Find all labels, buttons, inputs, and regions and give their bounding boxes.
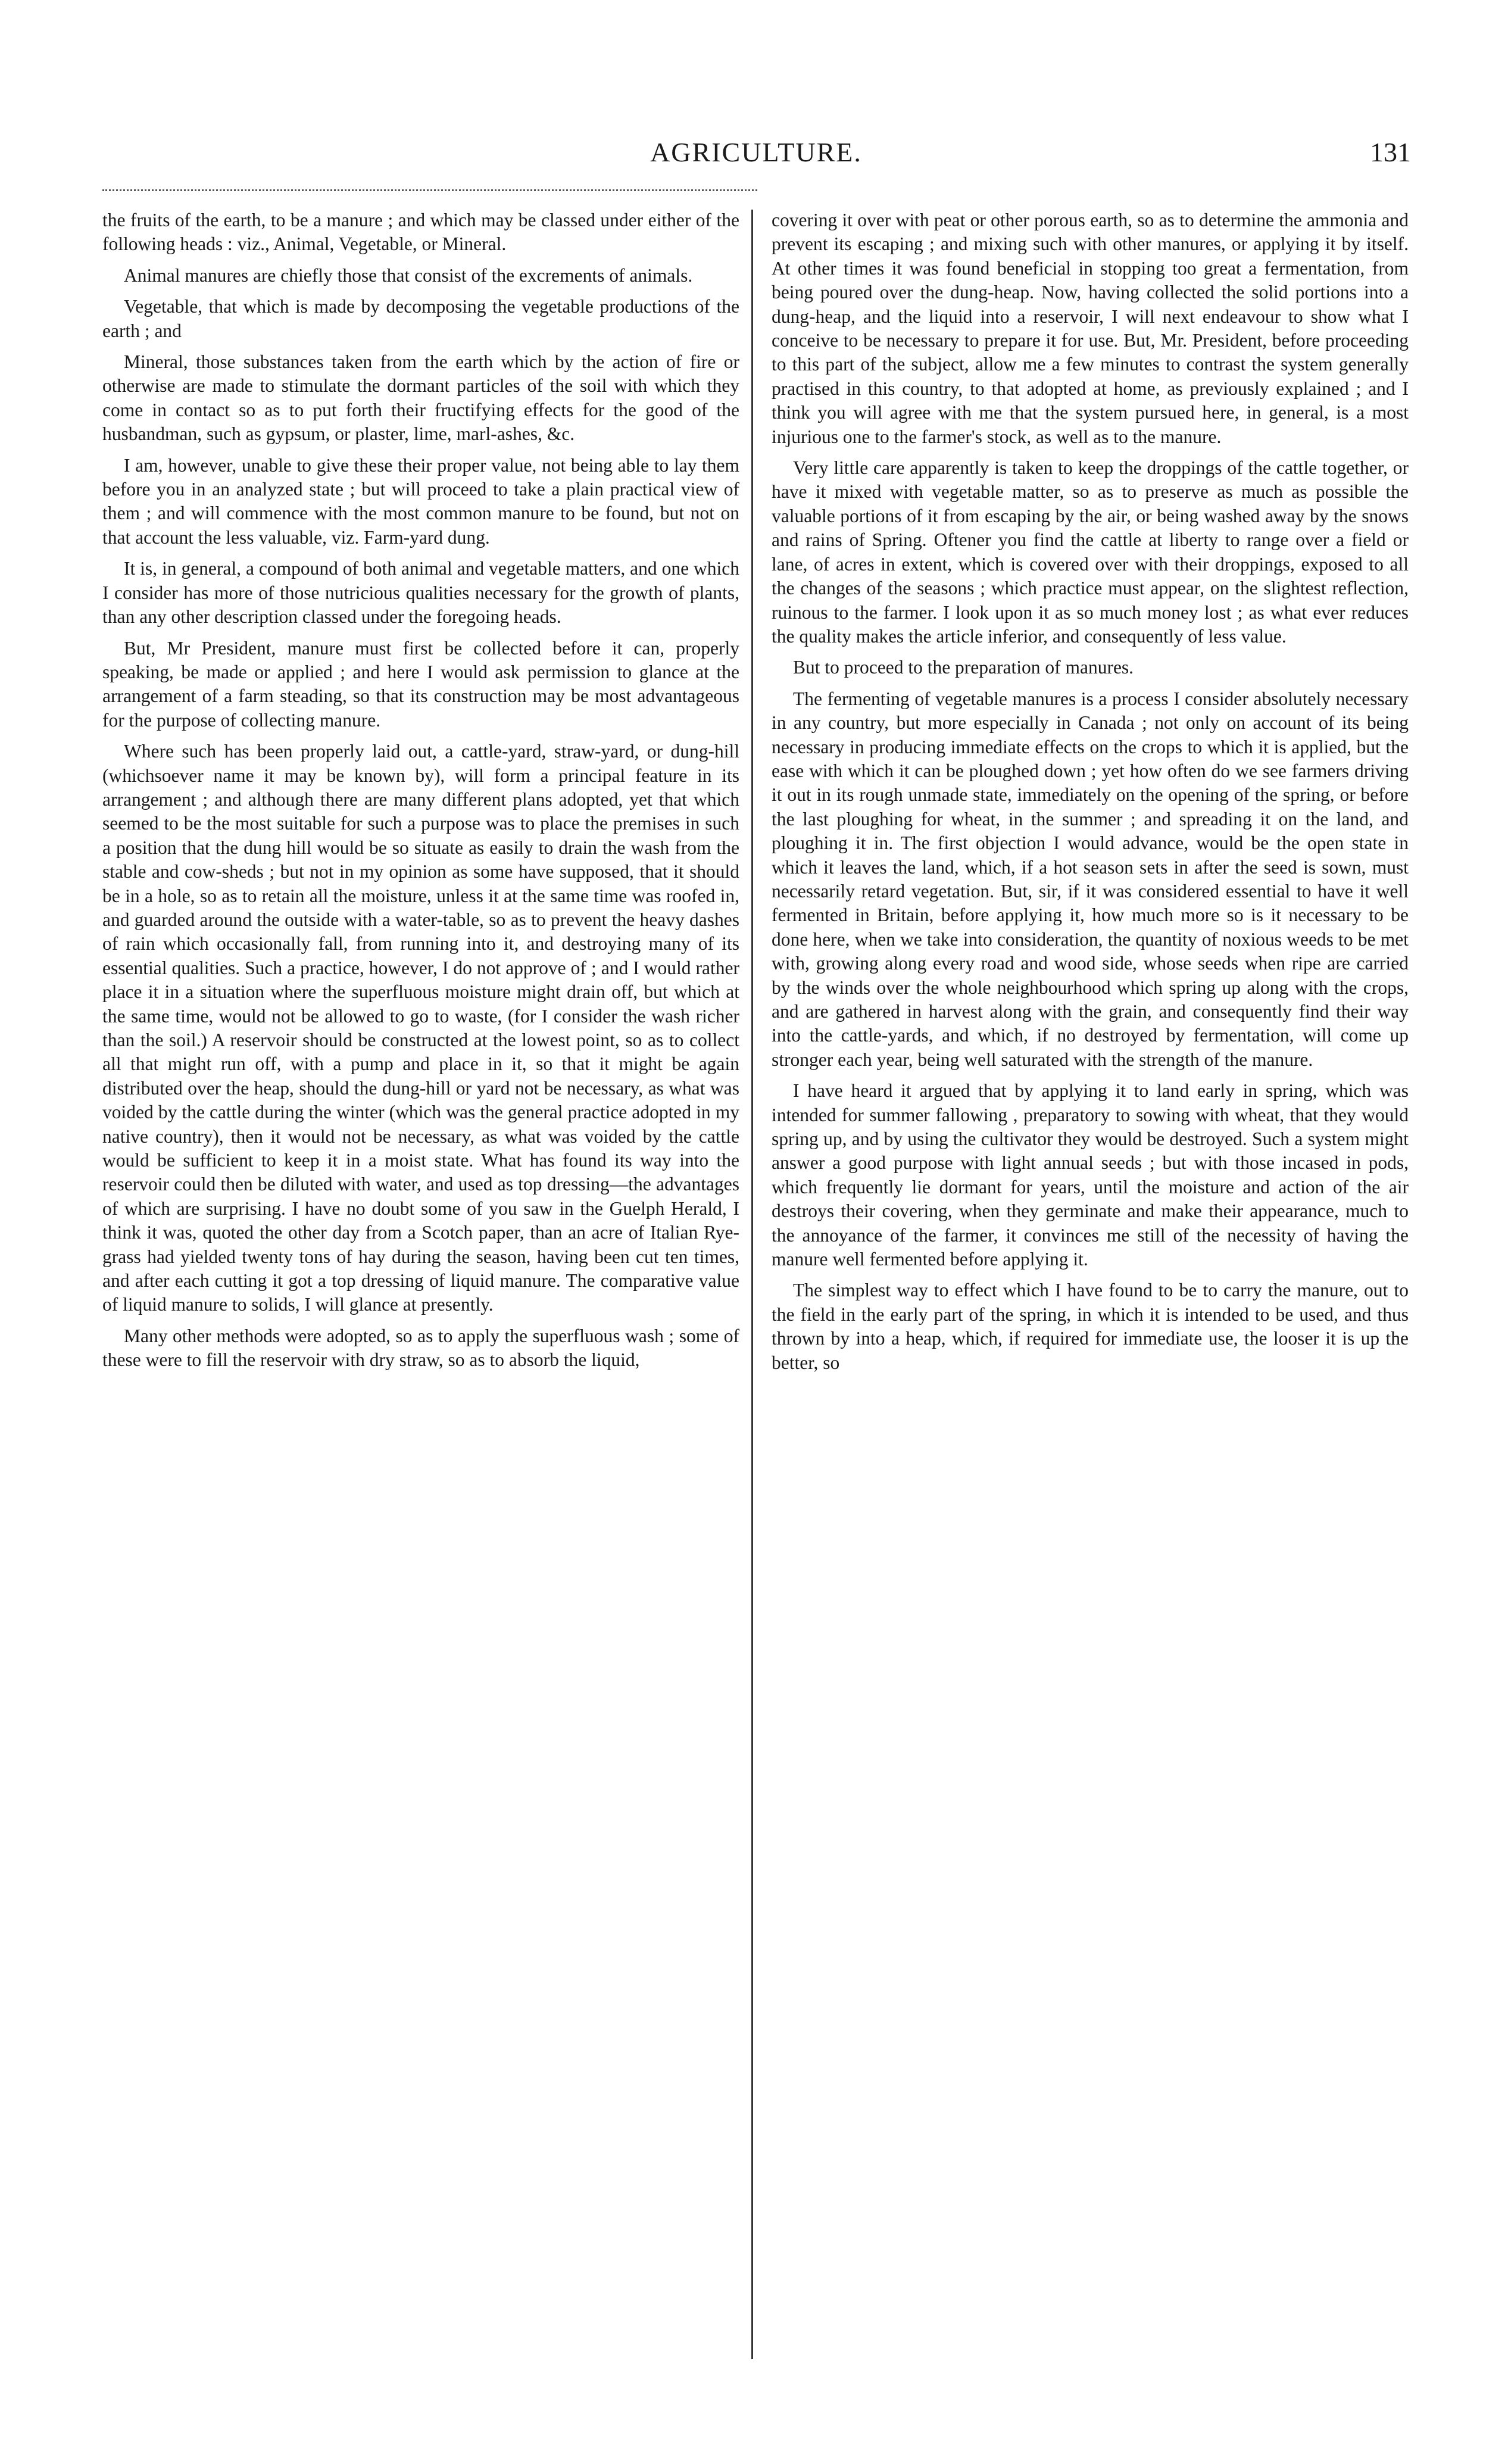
header-rule	[102, 189, 757, 191]
running-head	[101, 135, 1411, 170]
left-column	[102, 208, 739, 1380]
paragraph: the fruits of the earth, to be a manure ; and which may be classed under either of the following heads : viz., Animal, Vegetable, or Mineral.	[102, 210, 739, 255]
column-divider	[751, 210, 753, 2359]
running-title: AGRICULTURE.	[650, 137, 862, 167]
paragraph: But to proceed to the preparation of manures.	[793, 657, 1134, 678]
paragraph: Animal manures are chiefly those that consist of the excrements of animals.	[124, 264, 693, 286]
paragraph: The simplest way to effect which I have found to be to carry the manure, out to the field in the early part of the spring, in which it is intended to be used, and thus thrown by into a heap, which, if required for immediate use, the looser it is up the better, so	[772, 1280, 1409, 1373]
paragraph: Mineral, those substances taken from the earth which by the action of fire or otherwise are made to stimulate the dormant particles of the soil with which they come in contact so as to put forth their fructifying effects for the good of the husbandman, such as gypsum, or plaster, lime, marl-ashes, &c.	[102, 351, 739, 445]
right-column	[772, 208, 1409, 1382]
paragraph: Many other methods were adopted, so as to apply the superfluous wash ; some of these were to fill the reservoir with dry straw, so as to absorb the liquid,	[102, 1325, 739, 1371]
paragraph: It is, in general, a compound of both animal and vegetable matters, and one which I consider has more of those nutricious qualities necessary for the growth of plants, than any other description classed under the foregoing heads.	[102, 558, 739, 628]
paragraph: Where such has been properly laid out, a cattle-yard, straw-yard, or dung-hill (whichsoever name it may be known by), will form a principal feature in its arrangement ; and although there are many different plans adopted, yet that which seemed to be the most suitable for such a purpose was to place the premises in such a position that the dung hill would be so situate as easily to drain the wash from the stable and cow-sheds ; but not in my opinion as some have supposed, that it should be in a hole, so as to retain all the moisture, unless it at the same time was roofed in, and guarded around the outside with a water-table, so as to prevent the heavy dashes of rain which occasionally fall, from running into it, and destroying many of its essential qualities. Such a practice, however, I do not approve of ; and I would rather place it in a situation where the superfluous moisture might drain off, but which at the same time, would not be allowed to go to waste, (for I consider the wash richer than the soil.) A reservoir should be constructed at the lowest point, so as to collect all that might run off, with a pump and place in it, so that it might be again distributed over the heap, should the dung-hill or yard not be necessary, as what was voided by the cattle during the winter (which was the general practice adopted in my native country), then it would not be necessary, as what was voided by the cattle would be sufficient to keep it in a moist state. What has found its way into the reservoir could then be diluted with water, and used as top dressing—the advantages of which are surprising. I have no doubt some of you saw in the Guelph Herald, I think it was, quoted the other day from a Scotch paper, than an acre of Italian Rye-grass had yielded twenty tons of hay during the season, having been cut ten times, and after each cutting it got a top dressing of liquid manure. The comparative value of liquid manure to solids, I will glance at presently.	[102, 741, 739, 1315]
paragraph: covering it over with peat or other porous earth, so as to determine the ammonia and prevent its escaping ; and mixing such with other manures, or applying it by itself. At other times it was found beneficial in stopping too great a fermentation, from being poured over the dung-heap. Now, having collected the solid portions into a dung-heap, and the liquid into a reservoir, I will next endeavour to show what I conceive to be necessary to prepare it for use. But, Mr. President, before proceeding to this part of the subject, allow me a few minutes to contrast the system generally practised in this country, to that adopted at home, as previously explained ; and I think you will agree with me that the system pursued here, in general, is a most injurious one to the farmer's stock, as well as to the manure.	[772, 210, 1409, 447]
paragraph: But, Mr President, manure must first be collected before it can, properly speaking, be made or applied ; and here I would ask permission to glance at the arrangement of a farm steading, so that its construction may be most advantageous for the purpose of collecting manure.	[102, 637, 739, 731]
paragraph: I have heard it argued that by applying it to land early in spring, which was intended for summer fallowing , preparatory to sowing with wheat, that they would spring up, and by using the cultivator they would be destroyed. Such a system might answer a good purpose with light annual seeds ; but with those incased in pods, which frequently lie dormant for years, until the moisture and action of the air destroys their covering, when they germinate and make their appearance, much to the annoyance of the farmer, it convinces me still of the necessity of having the manure well fermented before applying it.	[772, 1080, 1409, 1270]
paragraph: Very little care apparently is taken to keep the droppings of the cattle together, or have it mixed with vegetable matter, so as to preserve as much as possible the valuable portions of it from escaping by the air, or being washed away by the snows and rains of Spring. Oftener you find the cattle at liberty to range over a field or lane, of acres in extent, which is covered over with their droppings, exposed to all the changes of the seasons ; which practice must appear, on the slightest reflection, ruinous to the farmer. I look upon it as so much money lost ; as what ever reduces the quality makes the article inferior, and consequently of less value.	[772, 457, 1409, 647]
paragraph: The fermenting of vegetable manures is a process I consider absolutely necessary in any country, but more especially in Canada ; not only on account of its being necessary in producing immediate effects on the crops to which it is applied, but the ease with which it can be ploughed down ; yet how often do we see farmers driving it out in its rough unmade state, immediately on the opening of the spring, or before the last ploughing for wheat, in the summer ; and spreading it on the land, and ploughing it in. The first objection I would advance, would be the open state in which it leaves the land, which, if a hot season sets in after the seed is sown, must necessarily retard vegetation. But, sir, if it was considered essential to have it well fermented in Britain, before applying it, how much more so is it necessary to be done here, when we take into consideration, the quantity of noxious weeds to be met with, growing along every road and wood side, whose seeds when ripe are carried by the winds over the whole neighbourhood which spring up along with the crops, and are gathered in harvest along with the grain, and consequently find their way into the cattle-yards, and which, if no destroyed by fermentation, will come up stronger each year, being well saturated with the strength of the manure.	[772, 688, 1409, 1070]
page-number: 131	[1370, 137, 1411, 167]
paragraph: Vegetable, that which is made by decomposing the vegetable productions of the earth ; and	[102, 296, 739, 341]
paragraph: I am, however, unable to give these their proper value, not being able to lay them before you in an analyzed state ; but will proceed to take a plain practical view of them ; and will commence with the most common manure to be found, but not on that account the less valuable, viz. Farm-yard dung.	[102, 454, 739, 548]
